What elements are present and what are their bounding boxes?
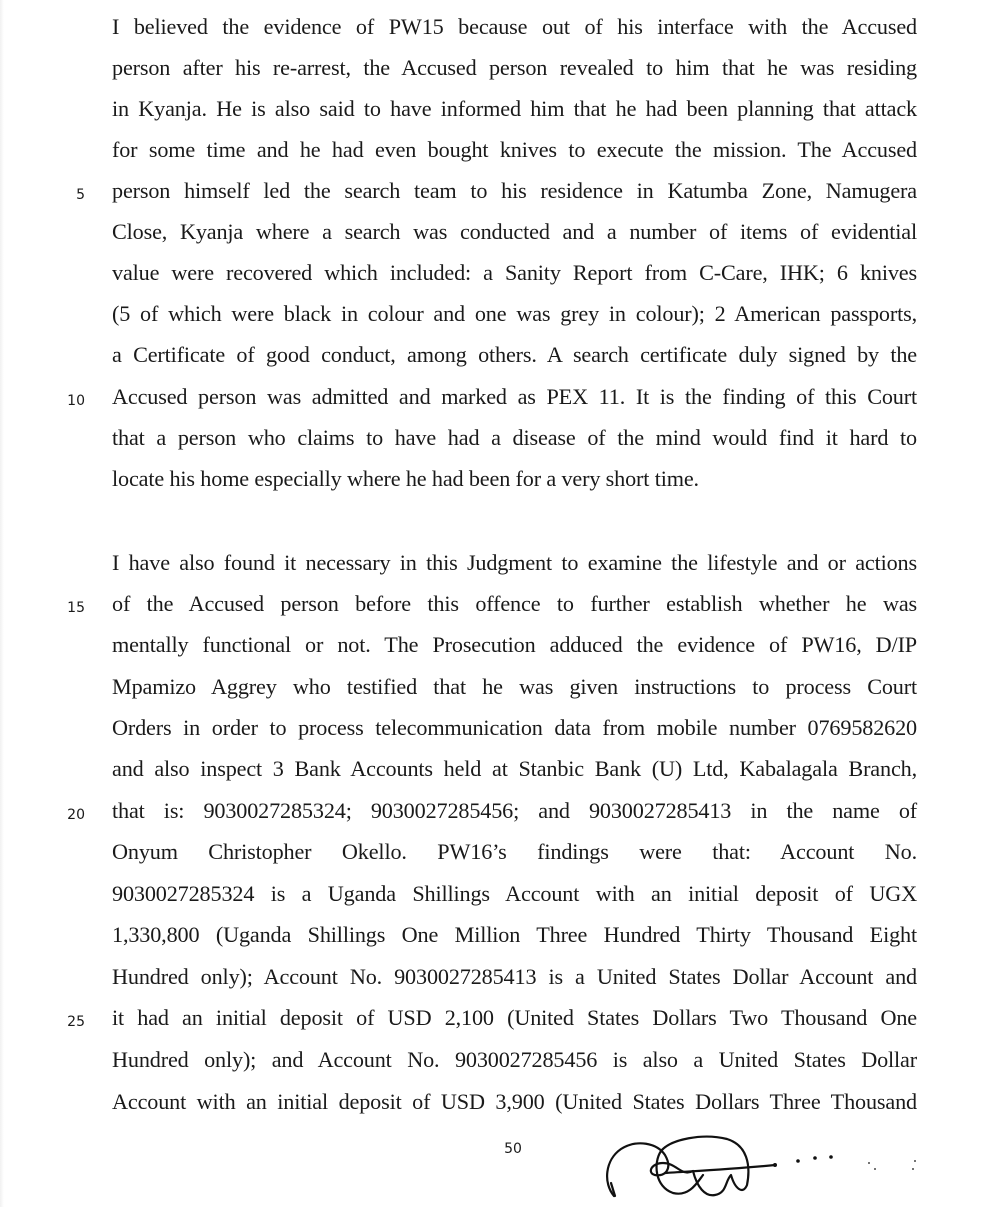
text-line: locate his home especially where he had been for a very short time. [112, 466, 699, 491]
text-line: Hundred only); and Account No. 9030027285456 is also a United States Dollar [112, 1047, 917, 1072]
scan-edge [0, 0, 4, 1207]
text-line: person himself led the search team to his residence in Katumba Zone, Namugera [112, 178, 917, 203]
text-line: it had an initial deposit of USD 2,100 (United States Dollars Two Thousand One [112, 1005, 917, 1030]
text-line: and also inspect 3 Bank Accounts held at Stanbic Bank (U) Ltd, Kabalagala Branch, [112, 756, 917, 781]
margin-line-number: 5 [76, 187, 85, 203]
page-number: 50 [504, 1141, 522, 1157]
text-line: Mpamizo Aggrey who testified that he was given instructions to process Court [112, 674, 917, 699]
text-line: Close, Kyanja where a search was conducted and a number of items of evidential [112, 219, 917, 244]
text-line: I believed the evidence of PW15 because out of his interface with the Accused [112, 14, 917, 39]
text-line: 9030027285324 is a Uganda Shillings Account with an initial deposit of UGX [112, 881, 917, 906]
text-line: Orders in order to process telecommunication data from mobile number 0769582620 [112, 715, 917, 740]
margin-line-number: 25 [67, 1014, 85, 1030]
text-line: for some time and he had even bought knives to execute the mission. The Accused [112, 137, 917, 162]
margin-line-number: 15 [67, 600, 85, 616]
text-line: in Kyanja. He is also said to have informed him that he had been planning that attack [112, 96, 917, 121]
text-line: a Certificate of good conduct, among others. A search certificate duly signed by the [112, 342, 917, 367]
text-line: that a person who claims to have had a disease of the mind would find it hard to [112, 425, 917, 450]
text-line: Onyum Christopher Okello. PW16’s findings were that: Account No. [112, 839, 917, 864]
text-line: that is: 9030027285324; 9030027285456; and 9030027285413 in the name of [112, 798, 917, 823]
text-line: I have also found it necessary in this Judgment to examine the lifestyle and or actions [112, 550, 917, 575]
text-line: (5 of which were black in colour and one was grey in colour); 2 American passports, [112, 301, 917, 326]
text-line: Account with an initial deposit of USD 3,900 (United States Dollars Three Thousand [112, 1089, 917, 1114]
text-line: 1,330,800 (Uganda Shillings One Million Three Hundred Thirty Thousand Eight [112, 922, 917, 947]
text-line: value were recovered which included: a Sanity Report from C-Care, IHK; 6 knives [112, 260, 917, 285]
text-line: mentally functional or not. The Prosecution adduced the evidence of PW16, D/IP [112, 632, 917, 657]
margin-line-number: 10 [67, 393, 85, 409]
text-line: of the Accused person before this offence to further establish whether he was [112, 591, 917, 616]
margin-line-number: 20 [67, 807, 85, 823]
text-line: person after his re-arrest, the Accused person revealed to him that he was residing [112, 55, 917, 80]
signature-icon [585, 1125, 925, 1205]
text-line: Hundred only); Account No. 9030027285413 is a United States Dollar Account and [112, 964, 917, 989]
text-line: Accused person was admitted and marked as PEX 11. It is the finding of this Court [112, 384, 917, 409]
